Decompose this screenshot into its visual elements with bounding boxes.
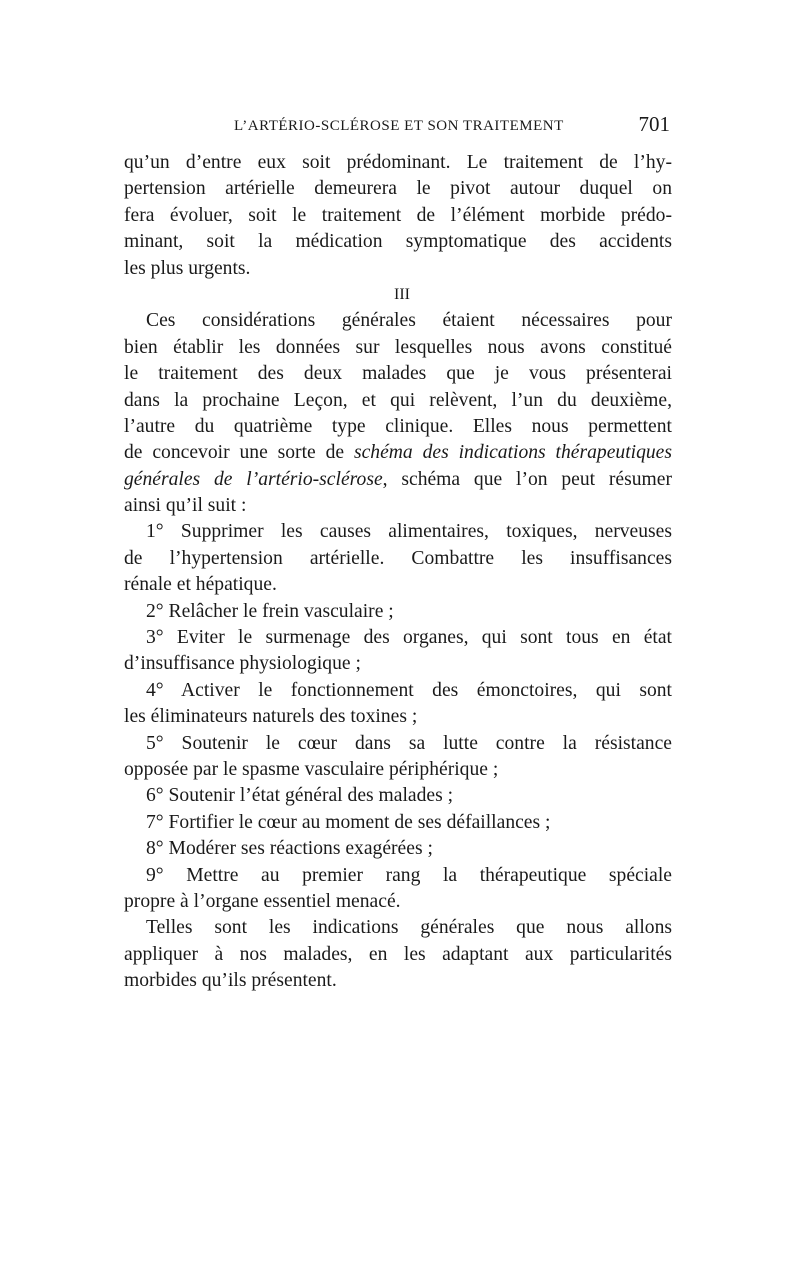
italic-phrase: schéma des indications thérapeutiques	[353, 442, 672, 464]
text-line: ainsi qu’il suit :	[124, 495, 247, 517]
text-line: rénale et hépatique.	[124, 574, 277, 596]
list-item: 7° Fortifier le cœur au moment de ses défaillances ;	[146, 811, 551, 833]
text-line: de l’hypertension artérielle. Combattre les insuffisances	[124, 547, 672, 569]
page-number: 701	[638, 112, 670, 136]
italic-phrase: générales de l’artério-sclérose	[124, 468, 383, 490]
running-title: L’ARTÉRIO-SCLÉROSE ET SON TRAITEMENT	[234, 118, 564, 134]
text-line: opposée par le spasme vasculaire périphérique ;	[124, 758, 499, 780]
list-item: 3° Eviter le surmenage des organes, qui sont tous en état	[146, 627, 672, 649]
text-line: le traitement des deux malades que je vous présenterai	[124, 363, 672, 385]
text-line	[124, 467, 672, 493]
list-item: 8° Modérer ses réactions exagérées ;	[146, 838, 433, 860]
list-item: 6° Soutenir l’état général des malades ;	[146, 785, 454, 807]
list-item: 2° Relâcher le frein vasculaire ;	[146, 600, 394, 622]
list-item: 9° Mettre au premier rang la thérapeutique spéciale	[146, 864, 672, 886]
text-line: minant, soit la médication symptomatique des accidents	[124, 231, 672, 253]
text-line: les plus urgents.	[124, 257, 251, 279]
text-line: d’insuffisance physiologique ;	[124, 653, 361, 675]
section-numeral: III	[394, 285, 410, 303]
text-line: appliquer à nos malades, en les adaptant aux particularités	[124, 943, 672, 965]
text-line: Ces considérations générales étaient nécessaires pour	[146, 310, 672, 332]
text-line: l’autre du quatrième type clinique. Elles nous permettent	[124, 415, 672, 437]
text-line: les éliminateurs naturels des toxines ;	[124, 706, 418, 728]
text-line: propre à l’organe essentiel menacé.	[124, 890, 401, 912]
text-line	[124, 440, 672, 466]
text-line: qu’un d’entre eux soit prédominant. Le traitement de l’hy-	[124, 152, 672, 173]
text-line: morbides qu’ils présentent.	[124, 970, 337, 992]
list-item: 1° Supprimer les causes alimentaires, toxiques, nerveuses	[146, 521, 672, 543]
list-item: 5° Soutenir le cœur dans sa lutte contre la résistance	[146, 732, 672, 754]
body-text	[124, 150, 672, 995]
text-line: pertension artérielle demeurera le pivot autour duquel on	[124, 178, 672, 200]
text-segment: , schéma que l’on peut résumer	[382, 468, 672, 490]
list-item: 4° Activer le fonctionnement des émonctoires, qui sont	[146, 679, 672, 701]
text-line: dans la prochaine Leçon, et qui relèvent, l’un du deuxième,	[124, 389, 672, 411]
text-segment: de concevoir une sorte de	[124, 442, 354, 464]
text-line: bien établir les données sur lesquelles nous avons constitué	[124, 336, 672, 358]
text-line: Telles sont les indications générales que nous allons	[146, 917, 672, 939]
page-header	[124, 112, 672, 142]
text-line: fera évoluer, soit le traitement de l’élément morbide prédo-	[124, 204, 672, 226]
